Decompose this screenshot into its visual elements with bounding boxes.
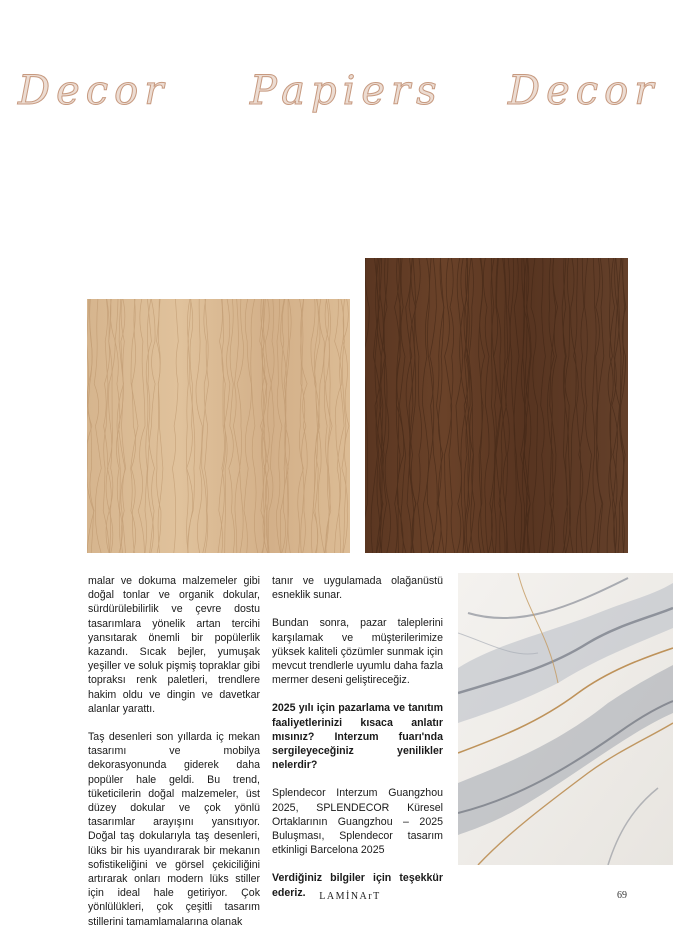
header-word-decor-1: Decor [18,68,170,114]
right-paragraph-1: tanır ve uygulamada olağanüstü esneklik sunar. [272,575,443,602]
header-decor-papiers [0,62,700,122]
light-oak-swatch [87,299,350,553]
footer-brand: LAMİNArT [319,891,381,902]
left-paragraph-2: Taş desenleri son yıllarda iç mekan tasarımı ve mobilya dekorasyonunda giderek daha popüler hale geldi. Bu trend, tüketicilerin doğal malzemeler, üst düzey dokular ve çok yönlü tasarımlar arayışını yansıtıyor. Doğal taş dokularıyla taş desenleri, lüks bir his uyandırarak bir mekanın sofistikeliğini ve görsel çekiciliğini artırarak onları modern lüks stiller için ideal hale getiriyor. Çok yönlülükleri, çok çeşitli tasarım stillerini tamamlamalarına olanak [88,731,260,928]
left-paragraph-1: malar ve dokuma malzemeler gibi doğal tonlar ve organik dokular, sürdürülebilirlik ve çevre dostu tasarımlara yönelik artan tercihi yansıtarak önemli bir popülerlik kazandı. Sıcak bejler, yumuşak yeşiller ve soluk pişmiş topraklar gibi topraksı renk paletleri, trendlere hakim oldu ve dingin ve davetkar alanlar yarattı. [88,575,260,715]
right-paragraph-3: Splendecor Interzum Guangzhou 2025, SPLENDECOR Küresel Ortaklarının Guangzhou – 2025 Buluşması, Splendecor tasarım etkinligi Barcelona 2025 [272,787,443,857]
right-paragraph-2: Bundan sonra, pazar taleplerini karşılamak ve müşterilerimize yüksek kaliteli çözümler sunmak için mevcut trendlerle uyumlu daha fazla mermer deseni geliştireceğiz. [272,617,443,687]
page-number: 69 [617,890,627,901]
right-column [272,574,443,914]
header-word-decor-2: Decor [508,68,660,114]
header-word-papiers: Papiers [250,68,443,114]
marble-swatch [458,573,673,865]
closing-thanks: Verdiğiniz bilgiler için teşekkür ederiz. [272,872,443,899]
left-column [88,574,260,943]
walnut-swatch [365,258,628,553]
question-1: 2025 yılı için pazarlama ve tanıtım faaliyetlerinizi kısaca anlatır mısınız? Interzum fuarı'nda sergileyeceğiniz yenilikler nelerdir? [272,702,443,772]
